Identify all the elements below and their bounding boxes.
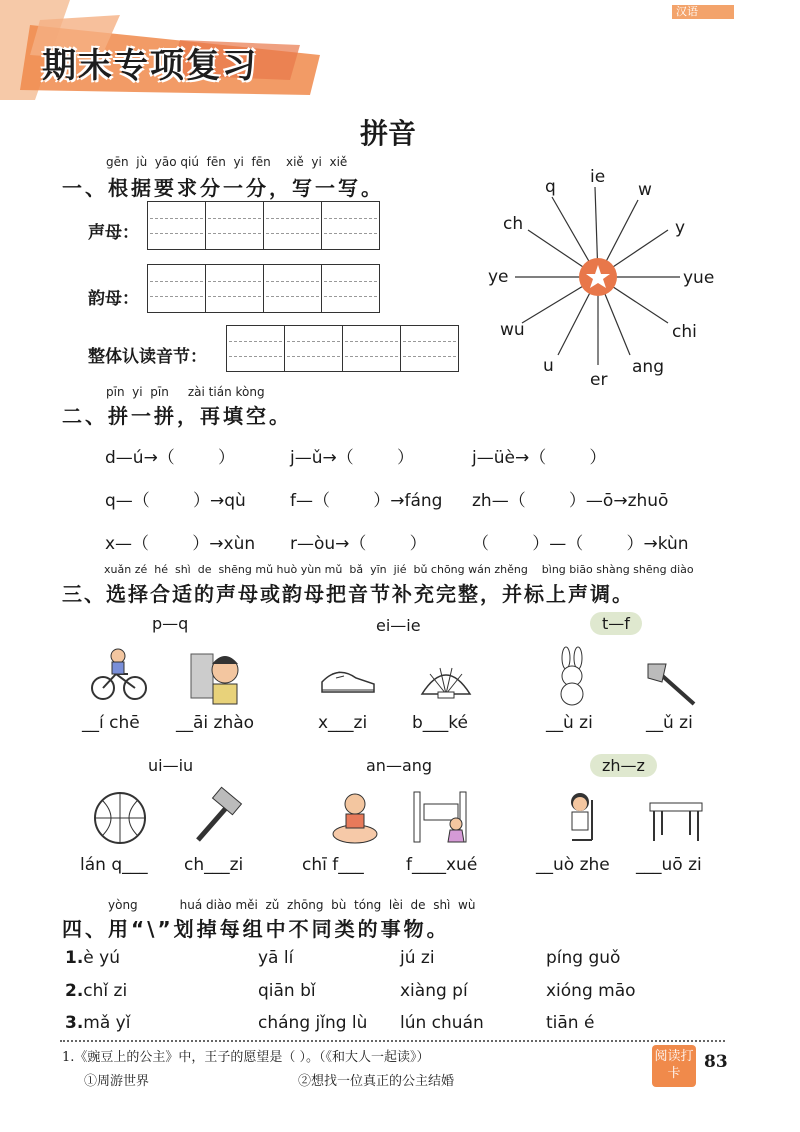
footer-divider	[60, 1040, 725, 1042]
blank-item[interactable]: （ ）—（ ）→kùn	[472, 534, 689, 554]
word-blank[interactable]: __ǔ zi	[646, 713, 693, 733]
group-item[interactable]: yā lí	[258, 948, 294, 968]
label-yunmu: 韵母：	[88, 289, 139, 309]
star-label: u	[543, 356, 554, 376]
group-number: 3.	[65, 1013, 84, 1033]
footer-option[interactable]: ②想找一位真正的公主结婚	[298, 1074, 455, 1089]
pair-label: ei—ie	[376, 616, 421, 635]
page-title: 拼音	[360, 117, 417, 150]
pair-label: zh—z	[590, 754, 657, 777]
pair-label: ui—iu	[148, 756, 194, 775]
group-row	[65, 981, 127, 1001]
star-label: ch	[503, 214, 524, 234]
group-item[interactable]: jú zi	[400, 948, 435, 968]
star-label: yue	[683, 268, 715, 288]
group-item[interactable]: xiàng pí	[400, 981, 468, 1001]
grid-cell[interactable]	[285, 326, 343, 371]
group-number: 1.	[65, 948, 84, 968]
group-number: 2.	[65, 981, 84, 1001]
blank-item[interactable]: r—òu→（ ）	[290, 534, 427, 554]
word-blank[interactable]: ch___zi	[184, 855, 244, 875]
pair-label: t—f	[590, 612, 642, 635]
group-item[interactable]: xióng māo	[546, 981, 636, 1001]
s1-pinyin: gēn jù yāo qiú fēn yi fēn xiě yi xiě	[106, 155, 348, 169]
reading-checkin-badge: 阅读打卡	[652, 1045, 696, 1087]
corner-text: 汉语	[676, 5, 698, 18]
group-item[interactable]: chǐ zi	[83, 981, 128, 1001]
blank-item[interactable]: f—（ ）→fáng	[290, 491, 443, 511]
blank-item[interactable]: j—üè→（ ）	[472, 448, 607, 468]
footer-question: 1.《豌豆上的公主》中，王子的愿望是（ ）。（《和大人一起读》）	[62, 1050, 430, 1065]
sneakers-icon	[318, 660, 378, 700]
page-number: 83	[704, 1052, 728, 1072]
blank-item[interactable]: j—ǔ→（ ）	[290, 448, 414, 468]
label-shengmu: 声母：	[88, 223, 139, 243]
boy-camera-icon	[185, 648, 245, 708]
star-label: wu	[500, 320, 525, 340]
grid-cell[interactable]	[206, 265, 264, 312]
star-label: q	[545, 177, 556, 197]
axe-icon	[640, 660, 700, 710]
bicycle-icon	[90, 648, 150, 703]
word-blank[interactable]: b___ké	[412, 713, 468, 733]
word-blank[interactable]: ___uō zi	[636, 855, 702, 875]
word-blank[interactable]: __í chē	[82, 713, 140, 733]
word-blank[interactable]: chī f___	[302, 855, 364, 875]
star-label: y	[675, 218, 686, 238]
label-zhengti: 整体认读音节：	[88, 347, 207, 367]
grid-cell[interactable]	[401, 326, 458, 371]
banner-title: 期末专项复习	[42, 46, 258, 86]
star-label: er	[590, 370, 608, 390]
hammer-icon	[186, 790, 246, 846]
grid-cell[interactable]	[148, 265, 206, 312]
s3-pinyin: xuǎn zé hé shì de shēng mǔ huò yùn mǔ bǎ yīn jié bǔ chōng wán zhěng bìng biāo shàng shēng diào	[104, 563, 694, 576]
rabbit-icon	[548, 648, 598, 708]
word-blank[interactable]: lán q___	[80, 855, 148, 875]
footer-option[interactable]: ①周游世界	[84, 1074, 150, 1089]
grid-zhengti[interactable]	[226, 325, 459, 372]
s2-pinyin: pīn yi pīn zài tián kòng	[106, 385, 265, 399]
grid-shengmu[interactable]	[147, 201, 380, 250]
group-item[interactable]: è yú	[83, 948, 120, 968]
grid-yunmu[interactable]	[147, 264, 380, 313]
word-blank[interactable]: f____xué	[406, 855, 478, 875]
group-row	[65, 948, 120, 968]
word-blank[interactable]: x___zi	[318, 713, 368, 733]
grid-cell[interactable]	[227, 326, 285, 371]
s4-pinyin: yòng huá diào měi zǔ zhōng bù tóng lèi de shì wù	[108, 898, 476, 912]
basketball-icon	[92, 790, 148, 846]
grid-cell[interactable]	[322, 202, 379, 249]
group-item[interactable]: tiān é	[546, 1013, 595, 1033]
star-label: w	[638, 180, 652, 200]
word-blank[interactable]: __ù zi	[546, 713, 593, 733]
group-item[interactable]: lún chuán	[400, 1013, 484, 1033]
blank-item[interactable]: d—ú→（ ）	[105, 448, 236, 468]
s3-title: 三、选择合适的声母或韵母把音节补充完整，并标上声调。	[62, 582, 634, 606]
grid-cell[interactable]	[264, 265, 322, 312]
blank-item[interactable]: x—（ ）→xùn	[105, 534, 256, 554]
s2-title: 二、拼一拼，再填空。	[62, 404, 292, 428]
school-gate-icon	[412, 790, 472, 846]
eating-child-icon	[330, 790, 380, 846]
word-blank[interactable]: __uò zhe	[536, 855, 610, 875]
grid-cell[interactable]	[322, 265, 379, 312]
grid-cell[interactable]	[343, 326, 401, 371]
blank-item[interactable]: q—（ ）→qù	[105, 491, 246, 511]
table-icon	[648, 795, 708, 845]
s4-title: 四、用“\”划掉每组中不同类的事物。	[62, 917, 450, 941]
word-blank[interactable]: __āi zhào	[176, 713, 255, 733]
star-label: ie	[590, 167, 606, 187]
s1-title: 一、根据要求分一分，写一写。	[62, 176, 384, 200]
blank-item[interactable]: zh—（ ）—ō→zhuō	[472, 491, 669, 511]
sitting-girl-icon	[562, 790, 606, 846]
group-item[interactable]: cháng jǐng lù	[258, 1013, 368, 1033]
star-label: chi	[672, 322, 697, 342]
shell-icon	[416, 660, 476, 700]
pair-label: an—ang	[366, 756, 433, 775]
group-row	[65, 1013, 130, 1033]
star-label: ye	[488, 267, 509, 287]
grid-cell[interactable]	[264, 202, 322, 249]
grid-cell[interactable]	[206, 202, 264, 249]
group-item[interactable]: mǎ yǐ	[83, 1013, 131, 1033]
group-item[interactable]: píng guǒ	[546, 948, 621, 968]
grid-cell[interactable]	[148, 202, 206, 249]
group-item[interactable]: qiān bǐ	[258, 981, 316, 1001]
star-label: ang	[632, 357, 664, 377]
pair-label: p—q	[152, 614, 189, 633]
